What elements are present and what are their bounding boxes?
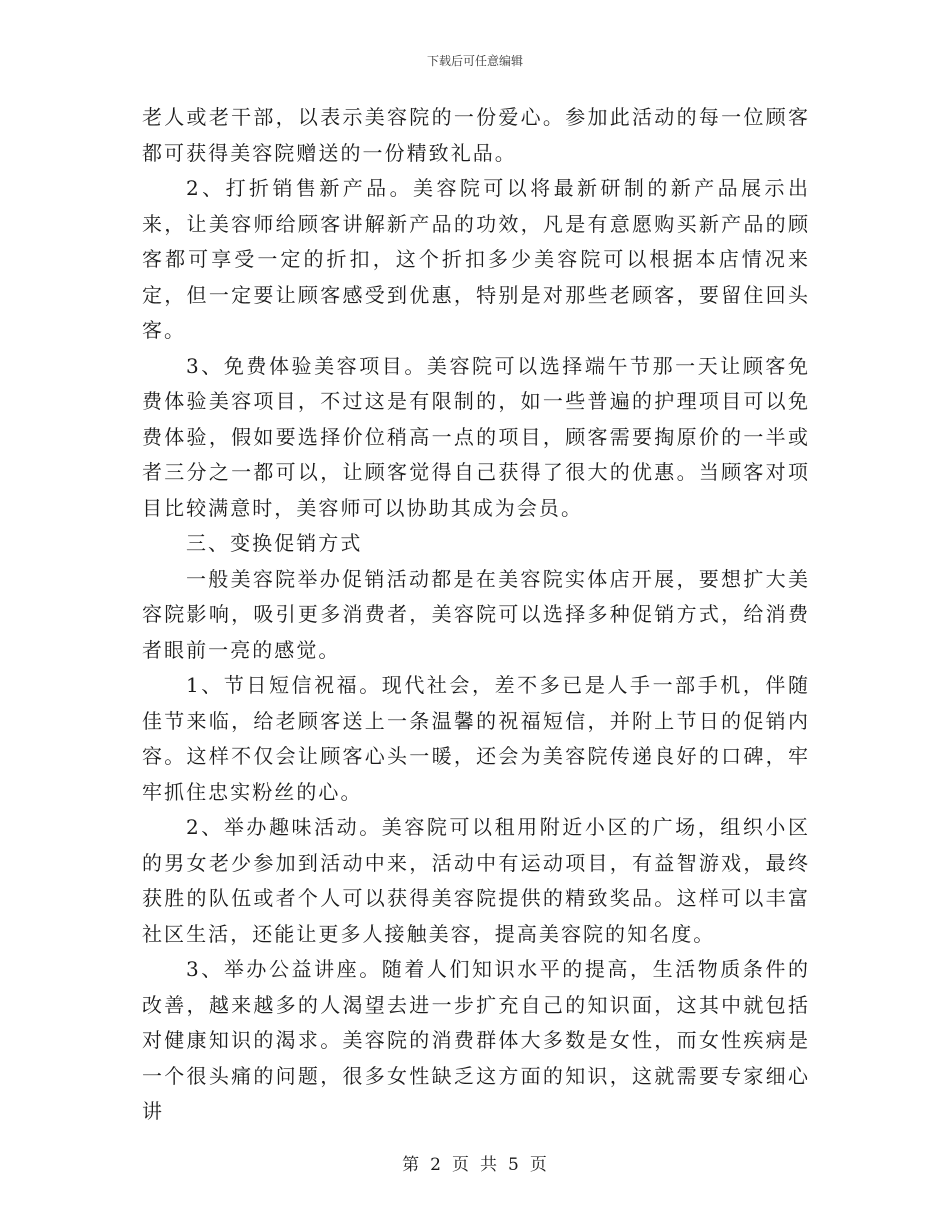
footer-prefix: 第 xyxy=(402,1155,421,1175)
current-page-number: 2 xyxy=(430,1155,442,1175)
page-header: 下载后可任意编辑 xyxy=(426,54,523,68)
total-pages-number: 5 xyxy=(508,1155,520,1175)
page-footer xyxy=(0,1154,950,1176)
body-paragraph: 3、举办公益讲座。随着人们知识水平的提高，生活物质条件的改善，越来越多的人渴望去进一步扩充自己的知识面，这其中就包括对健康知识的渴求。美容院的消费群体大多数是女性，而女性疾病是一个很头痛的问题，很多女性缺乏这方面的知识，这就需要专家细心讲 xyxy=(142,957,810,1123)
body-paragraph: 老人或老干部，以表示美容院的一份爱心。参加此活动的每一位顾客都可获得美容院赠送的一份精致礼品。 xyxy=(142,105,810,165)
footer-suffix: 页 xyxy=(529,1155,548,1175)
body-paragraph: 1、节日短信祝福。现代社会，差不多已是人手一部手机，伴随佳节来临，给老顾客送上一条温馨的祝福短信，并附上节日的促销内容。这样不仅会让顾客心头一暖，还会为美容院传递良好的口碑，牢牢抓住忠实粉丝的心。 xyxy=(142,673,810,804)
document-body xyxy=(142,100,810,1130)
body-paragraph: 一般美容院举办促销活动都是在美容院实体店开展，要想扩大美容院影响，吸引更多消费者，美容院可以选择多种促销方式，给消费者眼前一亮的感觉。 xyxy=(142,566,810,662)
body-paragraph: 2、举办趣味活动。美容院可以租用附近小区的广场，组织小区的男女老少参加到活动中来，活动中有运动项目，有益智游戏，最终获胜的队伍或者个人可以获得美容院提供的精致奖品。这样可以丰富社区生活，还能让更多人接触美容，提高美容院的知名度。 xyxy=(142,815,810,946)
body-paragraph: 3、免费体验美容项目。美容院可以选择端午节那一天让顾客免费体验美容项目，不过这是有限制的，如一些普遍的护理项目可以免费体验，假如要选择价位稍高一点的项目，顾客需要掏原价的一半或者三分之一都可以，让顾客觉得自己获得了很大的优惠。当顾客对项目比较满意时，美容师可以协助其成为会员。 xyxy=(142,353,810,520)
section-heading: 三、变换促销方式 xyxy=(186,531,363,555)
footer-total-word: 共 xyxy=(480,1155,498,1175)
footer-page-word: 页 xyxy=(452,1155,470,1175)
body-paragraph: 2、打折销售新产品。美容院可以将最新研制的新产品展示出来，让美容师给顾客讲解新产品的功效，凡是有意愿购买新产品的顾客都可享受一定的折扣，这个折扣多少美容院可以根据本店情况来定，但一定要让顾客感受到优惠，特别是对那些老顾客，要留住回头客。 xyxy=(142,176,810,342)
